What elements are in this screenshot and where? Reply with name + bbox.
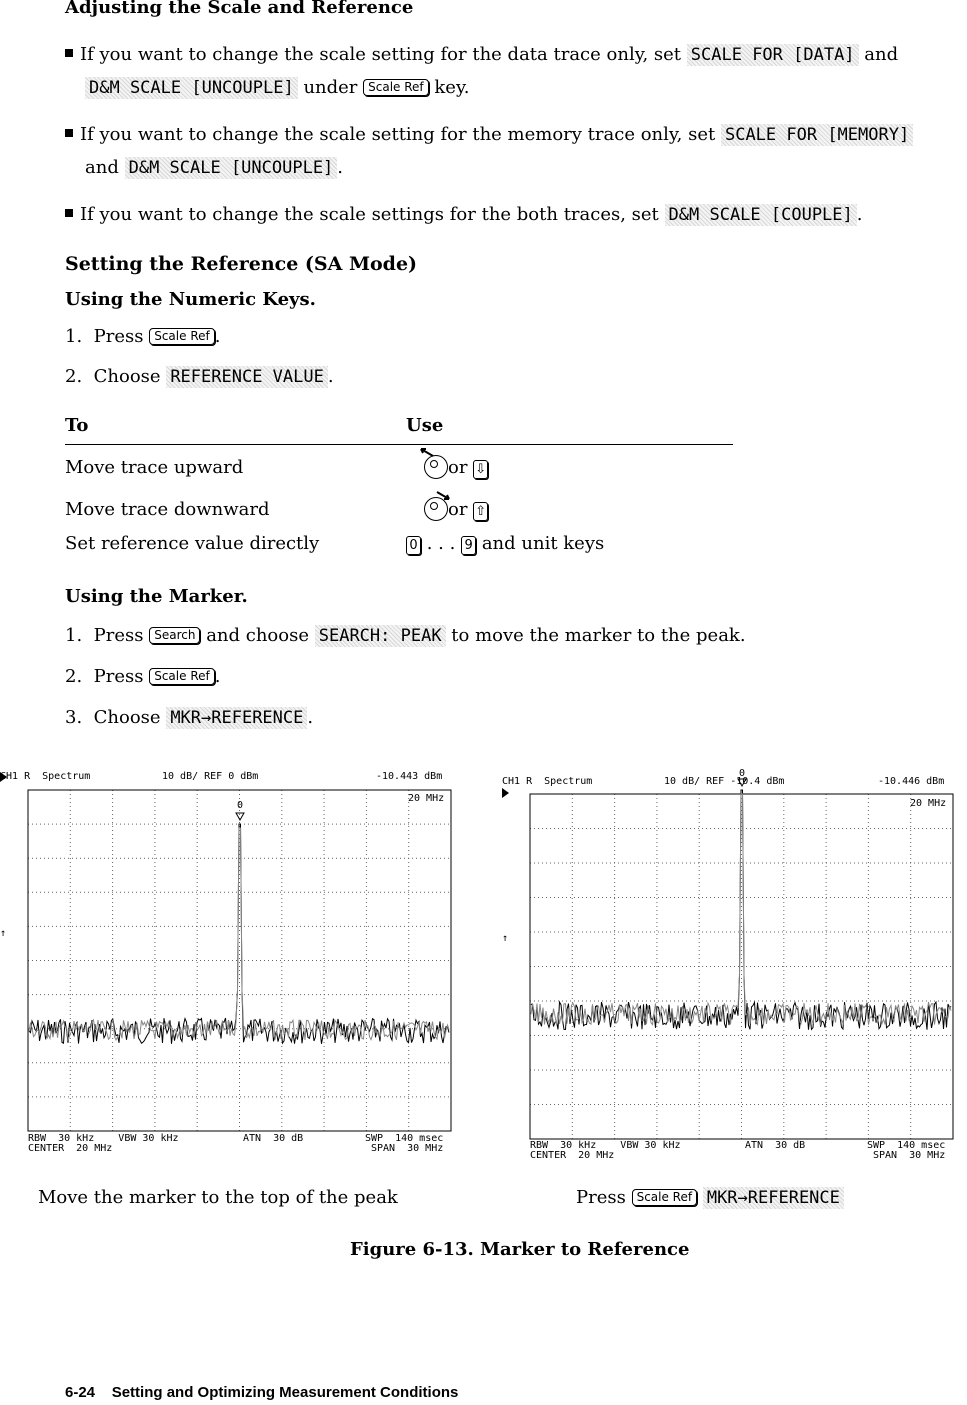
bullet-icon [65,209,73,217]
softkey-reference-value[interactable]: REFERENCE VALUE [166,366,328,388]
screen-swp: SWP 140 msec [365,1133,444,1144]
subsection-title: Setting the Reference (SA Mode) [65,253,418,275]
knob-cw-icon[interactable] [424,497,448,521]
key-0[interactable]: 0 [406,536,421,555]
scale-ref-key[interactable]: Scale Ref [149,328,215,345]
section-title: Adjusting the Scale and Reference [65,0,414,18]
softkey-mkr-reference[interactable]: MKR→REFERENCE [166,707,307,729]
reference-position-icon: ↑ [0,928,7,939]
table-row-up-label: Move trace upward [65,457,244,478]
numeric-step-1: 1. Press Scale Ref . [65,326,221,347]
down-arrow-key[interactable]: ⇩ [473,460,488,479]
screen-marker-value: -10.446 dBm [878,776,945,787]
softkey-dm-scale-uncouple-2[interactable]: D&M SCALE [UNCOUPLE] [125,157,338,179]
marker-step-1: 1. Press Search and choose SEARCH: PEAK to move the marker to the peak. [65,625,746,646]
scale-ref-key[interactable]: Scale Ref [363,79,429,96]
softkey-scale-for-data[interactable]: SCALE FOR [DATA] [687,44,859,66]
analyzer-screen-before [0,768,460,1158]
marker-frequency: 20 MHz [408,793,445,804]
screen-channel: CH1 R Spectrum [502,776,593,787]
screen-rbw-vbw: RBW 30 kHz VBW 30 kHz [28,1133,179,1144]
key-9[interactable]: 9 [461,536,476,555]
softkey-search-peak[interactable]: SEARCH: PEAK [315,625,446,647]
table-rule [65,444,733,445]
screen-rbw-vbw: RBW 30 kHz VBW 30 kHz [530,1140,681,1151]
figure-caption: Figure 6-13. Marker to Reference [350,1239,690,1260]
caption-left: Move the marker to the top of the peak [38,1187,398,1208]
scale-ref-key[interactable]: Scale Ref [149,668,215,685]
page-footer: 6-24 Setting and Optimizing Measurement Conditions [65,1384,459,1401]
scale-ref-key[interactable]: Scale Ref [632,1189,698,1206]
bullet-data-trace-cont: D&M SCALE [UNCOUPLE] under Scale Ref key. [85,77,469,98]
screen-atn: ATN 30 dB [243,1133,304,1144]
bullet-both-traces: If you want to change the scale settings for the both traces, set D&M SCALE [COUPLE] . [65,204,863,225]
screen-scale: 10 dB/ REF 0 dBm [162,771,259,782]
analyzer-screen-after [502,768,962,1168]
numeric-keys-heading: Using the Numeric Keys. [65,289,316,310]
marker-heading: Using the Marker. [65,586,248,607]
screen-marker-value: -10.443 dBm [376,771,443,782]
table-header-to: To [65,415,89,436]
up-arrow-key[interactable]: ⇧ [473,502,488,521]
screen-atn: ATN 30 dB [745,1140,806,1151]
graticule-lines [530,794,953,1139]
bullet-icon [65,129,73,137]
marker-triangle-icon [738,779,746,786]
bullet-memory-trace-cont: and D&M SCALE [UNCOUPLE] . [85,157,344,178]
screen-swp: SWP 140 msec [867,1140,946,1151]
softkey-dm-scale-uncouple[interactable]: D&M SCALE [UNCOUPLE] [85,77,298,99]
marker-number: 0 [237,800,244,811]
table-row-direct-label: Set reference value directly [65,533,320,554]
numeric-step-2: 2. Choose REFERENCE VALUE . [65,366,334,387]
marker-step-2: 2. Press Scale Ref . [65,666,221,687]
table-row-direct-use: 0 . . . 9 and unit keys [406,533,604,555]
screen-center: CENTER 20 MHz [530,1150,615,1161]
softkey-dm-scale-couple[interactable]: D&M SCALE [COUPLE] [665,204,857,226]
screen-span: SPAN 30 MHz [873,1150,946,1161]
graticule-lines [28,790,451,1131]
screen-graticule [502,768,962,1168]
knob-ccw-icon[interactable] [424,455,448,479]
screen-center: CENTER 20 MHz [28,1143,113,1154]
screen-channel: CH1 R Spectrum [0,771,91,782]
marker-step-3: 3. Choose MKR→REFERENCE . [65,707,314,728]
bullet-icon [65,49,73,57]
screen-scale: 10 dB/ REF -10.4 dBm [664,776,785,787]
softkey-mkr-reference[interactable]: MKR→REFERENCE [703,1187,844,1209]
table-row-up-use: or ⇩ [424,455,488,479]
screen-span: SPAN 30 MHz [371,1143,444,1154]
softkey-scale-for-memory[interactable]: SCALE FOR [MEMORY] [721,124,913,146]
search-key[interactable]: Search [149,627,200,644]
graticule-border [28,790,451,1131]
reference-position-icon: ↑ [502,933,509,944]
marker-frequency: 20 MHz [910,798,947,809]
bullet-data-trace: If you want to change the scale setting for the data trace only, set SCALE FOR [DATA] and [65,44,898,65]
table-row-down-use: or ⇧ [424,497,488,521]
table-row-down-label: Move trace downward [65,499,270,520]
screen-graticule [0,768,460,1158]
marker-number: 0 [739,768,746,779]
table-header-use: Use [406,415,444,436]
bullet-memory-trace: If you want to change the scale setting for the memory trace only, set SCALE FOR [MEMORY] [65,124,913,145]
caption-right: Press Scale Ref MKR→REFERENCE [576,1187,844,1208]
